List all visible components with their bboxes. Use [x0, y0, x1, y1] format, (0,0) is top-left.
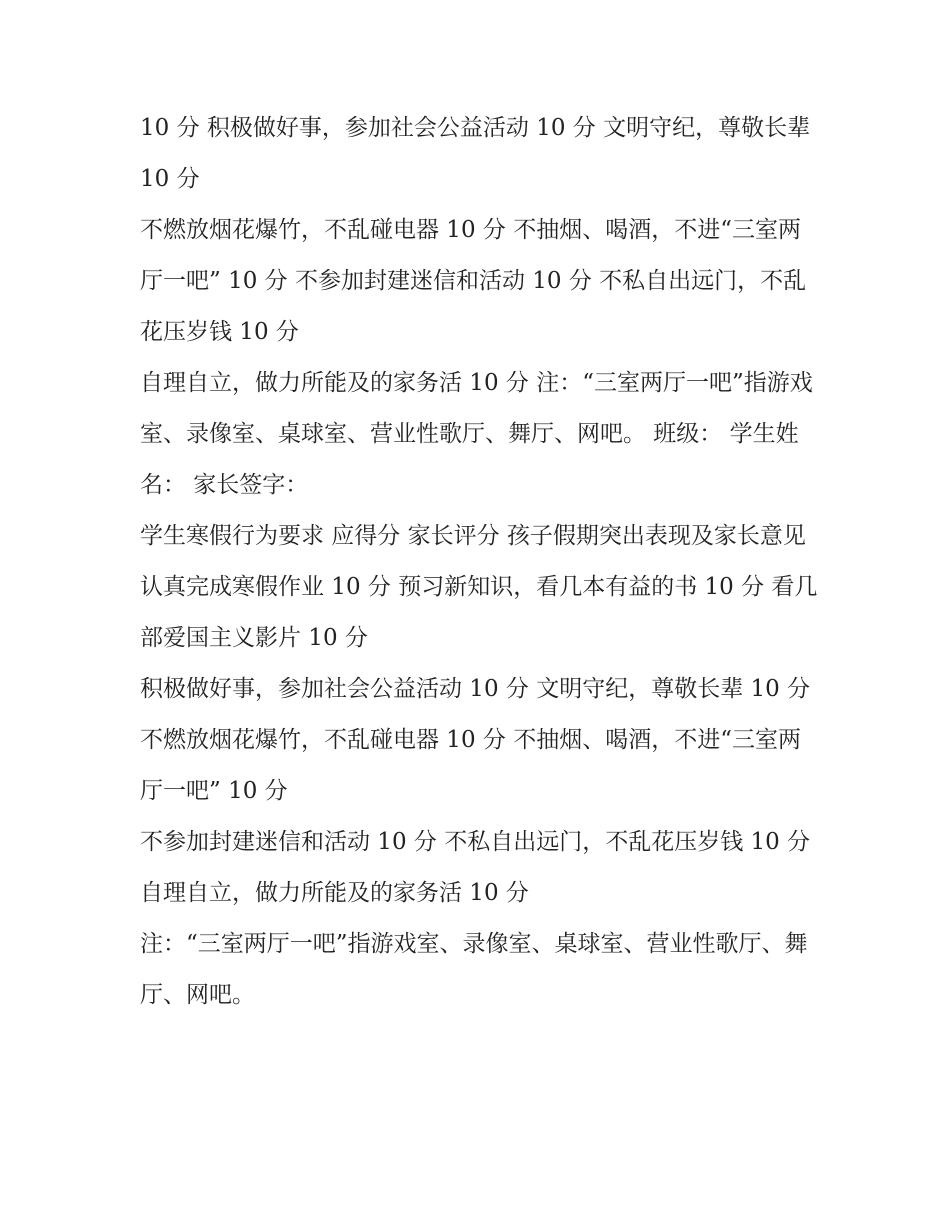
paragraph-4: 学生寒假行为要求 应得分 家长评分 孩子假期突出表现及家长意见 认真完成寒假作业 10 分 预习新知识，看几本有益的书 10 分 看几部爱国主义影片 10 分 — [140, 523, 818, 651]
paragraph-5: 积极做好事，参加社会公益活动 10 分 文明守纪，尊敬长辈 10 分 不燃放烟花爆竹，不乱碰电器 10 分 不抽烟、喝酒，不进“三室两厅一吧” 10 分 — [140, 676, 818, 804]
paragraph-6: 不参加封建迷信和活动 10 分 不私自出远门，不乱花压岁钱 10 分 自理自立，做力所能及的家务活 10 分 — [140, 829, 818, 906]
paragraph-1: 10 分 积极做好事，参加社会公益活动 10 分 文明守纪，尊敬长辈 10 分 — [140, 115, 818, 192]
paragraph-7: 注：“三室两厅一吧”指游戏室、录像室、桌球室、营业性歌厅、舞厅、网吧。 — [140, 931, 808, 1008]
paragraph-3: 自理自立，做力所能及的家务活 10 分 注：“三室两厅一吧”指游戏室、录像室、桌球室、营业性歌厅、舞厅、网吧。 班级： 学生姓名： 家长签字： — [140, 370, 813, 498]
document-body — [140, 103, 820, 1021]
paragraph-2: 不燃放烟花爆竹，不乱碰电器 10 分 不抽烟、喝酒，不进“三室两厅一吧” 10 分 不参加封建迷信和活动 10 分 不私自出远门，不乱花压岁钱 10 分 — [140, 217, 807, 345]
